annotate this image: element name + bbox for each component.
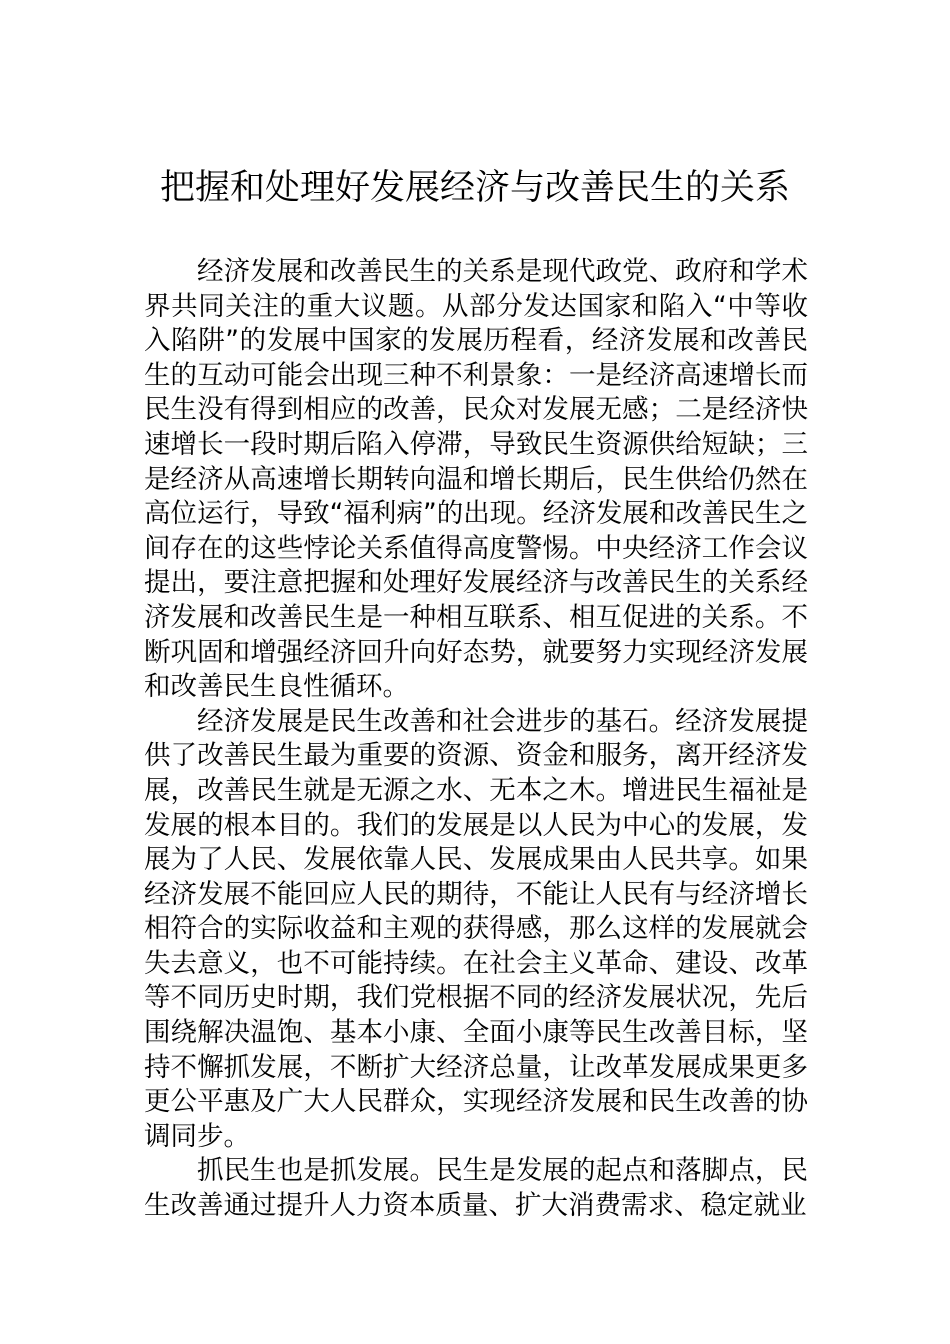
paragraph-1: 经济发展和改善民生的关系是现代政党、政府和学术界共同关注的重大议题。从部分发达国家和陷入“中等收入陷阱”的发展中国家的发展历程看，经济发展和改善民生的互动可能会出现三种不利景象：一是经济高速增长而民生没有得到相应的改善，民众对发展无感；二是经济快速增长一段时期后陷入停滞，导致民生资源供给短缺；三是经济从高速增长期转向温和增长期后，民生供给仍然在高位运行，导致“福利病”的出现。经济发展和改善民生之间存在的这些悖论关系值得高度警惕。中央经济工作会议提出，要注意把握和处理好发展经济与改善民生的关系经济发展和改善民生是一种相互联系、相互促进的关系。不断巩固和增强经济回升向好态势，就要努力实现经济发展和改善民生良性循环。 xyxy=(144,256,808,703)
paragraph-2: 经济发展是民生改善和社会进步的基石。经济发展提供了改善民生最为重要的资源、资金和服务，离开经济发展，改善民生就是无源之水、无本之木。增进民生福祉是发展的根本目的。我们的发展是以人民为中心的发展，发展为了人民、发展依靠人民、发展成果由人民共享。如果经济发展不能回应人民的期待，不能让人民有与经济增长相符合的实际收益和主观的获得感，那么这样的发展就会失去意义，也不可能持续。在社会主义革命、建设、改革等不同历史时期，我们党根据不同的经济发展状况，先后围绕解决温饱、基本小康、全面小康等民生改善目标，坚持不懈抓发展，不断扩大经济总量，让改革发展成果更多更公平惠及广大人民群众，实现经济发展和民生改善的协调同步。 xyxy=(144,705,808,1152)
document-body xyxy=(144,255,808,1224)
document-title: 把握和处理好发展经济与改善民生的关系 xyxy=(159,168,790,208)
paragraph-3: 抓民生也是抓发展。民生是发展的起点和落脚点，民生改善通过提升人力资本质量、扩大消费需求、稳定就业 xyxy=(144,1155,808,1222)
